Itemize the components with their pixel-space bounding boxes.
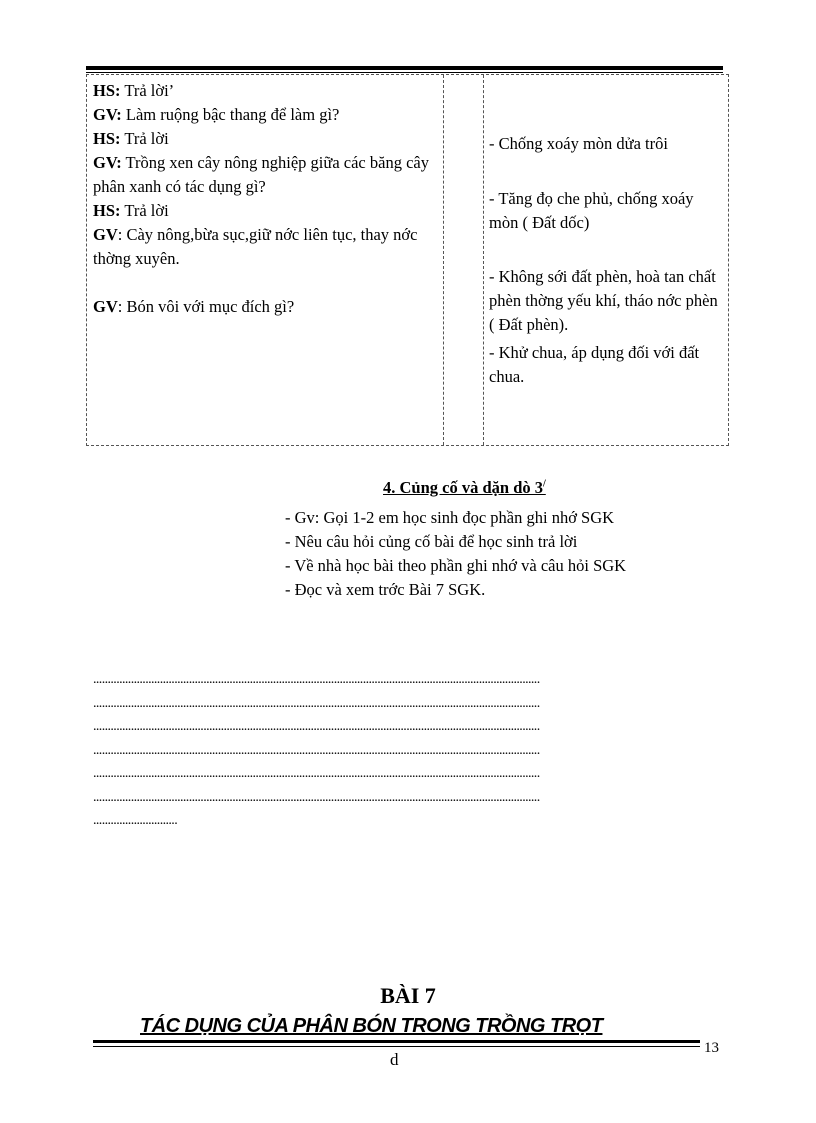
- content-item: - Khử chua, áp dụng đối với đất chua.: [489, 343, 700, 386]
- dotted-line: ..........................................................................................................................................................: [93, 672, 540, 687]
- dialog-line: GV: Bón vôi với mục đích gì?: [93, 297, 295, 316]
- dotted-line: ..........................................................................................................................................................: [93, 789, 540, 805]
- top-rule-thick: [86, 66, 723, 70]
- list-item: - Gv: Gọi 1-2 em học sinh đọc phần ghi nhớ SGK: [285, 508, 615, 527]
- dialog-line: HS: Trả lời: [93, 129, 169, 148]
- page-number: 13: [704, 1040, 719, 1056]
- table-divider-1: [443, 75, 444, 445]
- bottom-rule-thick: [93, 1040, 700, 1043]
- top-rule-thin: [86, 72, 723, 73]
- content-item: - Không sới đất phèn, hoà tan chất phèn thờng yếu khí, tháo nớc phèn ( Đất phèn).: [489, 267, 718, 334]
- dotted-line: ..........................................................................................................................................................: [93, 719, 540, 734]
- dialog-line: GV: Cày nông,bừa sục,giữ nớc liên tục, thay nớc thờng xuyên.: [93, 225, 418, 268]
- lesson-table: [86, 74, 729, 446]
- trailing-text: d: [390, 1050, 399, 1069]
- table-divider-2: [483, 75, 484, 445]
- list-item: - Đọc và xem trớc Bài 7 SGK.: [285, 580, 486, 599]
- dialog-line: HS: Trả lời’: [93, 81, 175, 100]
- dotted-line: .............................: [93, 813, 178, 828]
- dialog-line: GV: Làm ruộng bậc thang để làm gì?: [93, 105, 340, 124]
- section-title: 4. Củng cố và dặn dò 3/: [383, 478, 546, 497]
- review-list: [285, 506, 626, 602]
- dotted-line: ..........................................................................................................................................................: [93, 766, 540, 781]
- dotted-line: ..........................................................................................................................................................: [93, 695, 540, 711]
- lesson-title: TÁC DỤNG CỦA PHÂN BÓN TRONG TRỒNG TRỌT: [140, 1015, 603, 1037]
- lesson-number: BÀI 7: [380, 983, 436, 1008]
- dialog-line: GV: Trồng xen cây nông nghiệp giữa các băng cây phân xanh có tác dụng gì?: [93, 153, 429, 196]
- bottom-rule-thin: [93, 1046, 700, 1047]
- activity-column: [93, 79, 438, 319]
- dialog-line: HS: Trả lời: [93, 201, 169, 220]
- dotted-lines: [93, 668, 559, 833]
- content-item: - Chống xoáy mòn dửa trôi: [489, 134, 668, 153]
- list-item: - Nêu câu hỏi củng cố bài để học sinh trả lời: [285, 532, 578, 551]
- dotted-line: ..........................................................................................................................................................: [93, 742, 540, 758]
- content-item: - Tăng đọ che phủ, chống xoáy mòn ( Đất dốc): [489, 189, 694, 232]
- list-item: - Về nhà học bài theo phần ghi nhớ và câu hỏi SGK: [285, 556, 627, 575]
